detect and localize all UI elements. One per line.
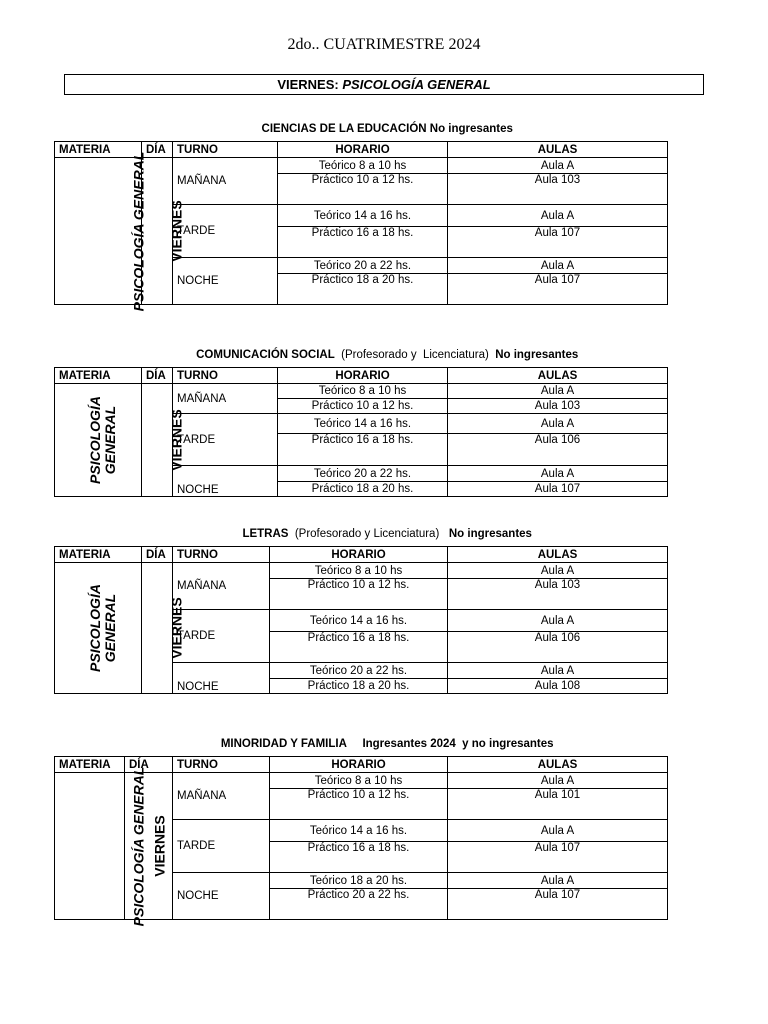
horario-cell: Práctico 10 a 12 hs. <box>278 399 448 414</box>
header-separator: : <box>334 77 343 92</box>
header-box <box>64 74 704 95</box>
materia-cell <box>55 766 147 926</box>
aula-cell: Aula 107 <box>448 227 668 258</box>
materia-label-line-2: GENERAL <box>101 593 118 663</box>
section-4-subtitle-text: MINORIDAD Y FAMILIA Ingresantes 2024 y no ingresantes <box>220 738 554 750</box>
table-header-row <box>55 368 668 384</box>
section-2-subtitle <box>0 337 768 361</box>
horario-cell: Práctico 18 a 20 hs. <box>278 482 448 497</box>
col-aulas: AULAS <box>448 547 668 563</box>
horario-cell: Teórico 18 a 20 hs. <box>270 873 448 889</box>
horario-cell: Práctico 18 a 20 hs. <box>270 679 448 694</box>
dia-cell <box>142 563 185 694</box>
horario-cell: Teórico 14 a 16 hs. <box>278 205 448 227</box>
aula-cell: Aula 107 <box>448 889 668 920</box>
aula-cell: Aula 106 <box>448 434 668 466</box>
aula-cell: Aula A <box>448 563 668 579</box>
turno-cell: TARDE <box>173 205 278 258</box>
table-header-row <box>55 547 668 563</box>
schedule-table-3 <box>54 546 668 694</box>
col-materia: MATERIA <box>55 547 142 563</box>
turno-cell: NOCHE <box>173 663 270 694</box>
horario-cell: Práctico 10 a 12 hs. <box>270 789 448 820</box>
section-3-subtitle-b: (Profesorado y Licenciatura) <box>288 528 449 540</box>
dia-label: VIERNES <box>168 597 185 659</box>
section-3-subtitle-c: No ingresantes <box>448 528 532 540</box>
col-turno: TURNO <box>173 142 278 158</box>
materia-label-line-1: PSICOLOGÍA <box>86 396 103 484</box>
aula-cell: Aula 103 <box>448 174 668 205</box>
aula-cell: Aula A <box>448 820 668 842</box>
materia-cell <box>55 151 147 311</box>
turno-cell: TARDE <box>173 820 270 873</box>
horario-cell: Teórico 20 a 22 hs. <box>270 663 448 679</box>
aula-cell: Aula 107 <box>448 842 668 873</box>
aula-cell: Aula 101 <box>448 789 668 820</box>
schedule-table-4 <box>54 756 668 926</box>
horario-cell: Práctico 20 a 22 hs. <box>270 889 448 920</box>
horario-cell: Práctico 18 a 20 hs. <box>278 274 448 305</box>
aula-cell: Aula A <box>448 663 668 679</box>
table-row <box>55 773 668 789</box>
section-2-subtitle-b: (Profesorado y Licenciatura) <box>334 349 496 361</box>
col-materia: MATERIA <box>55 757 125 773</box>
aula-cell: Aula A <box>448 466 668 482</box>
dia-label: VIERNES <box>168 200 185 262</box>
col-horario: HORARIO <box>270 547 448 563</box>
page-title: 2do.. CUATRIMESTRE 2024 <box>287 36 481 53</box>
materia-label: PSICOLOGÍA GENERAL <box>130 766 147 926</box>
section-1-subtitle <box>0 111 768 135</box>
aula-cell: Aula A <box>448 258 668 274</box>
aula-cell: Aula A <box>448 414 668 434</box>
col-horario: HORARIO <box>278 368 448 384</box>
col-horario: HORARIO <box>270 757 448 773</box>
materia-label: PSICOLOGÍA GENERAL <box>130 151 147 311</box>
col-turno: TURNO <box>173 547 270 563</box>
col-dia: DÍA <box>125 757 173 773</box>
aula-cell: Aula A <box>448 610 668 632</box>
materia-label-line-2: GENERAL <box>101 405 118 475</box>
section-3-subtitle-a: LETRAS <box>242 528 289 540</box>
table-header-row <box>55 757 668 773</box>
table-row <box>55 158 668 174</box>
section-4-subtitle <box>0 726 768 750</box>
horario-cell: Teórico 8 a 10 hs <box>278 158 448 174</box>
turno-cell: MAÑANA <box>173 158 278 205</box>
col-horario: HORARIO <box>278 142 448 158</box>
schedule-table-2 <box>54 367 668 497</box>
horario-cell: Práctico 16 a 18 hs. <box>270 632 448 663</box>
aula-cell: Aula A <box>448 158 668 174</box>
aula-cell: Aula 103 <box>448 399 668 414</box>
horario-cell: Teórico 8 a 10 hs <box>270 773 448 789</box>
horario-cell: Teórico 20 a 22 hs. <box>278 466 448 482</box>
col-dia: DÍA <box>142 142 173 158</box>
materia-label-line-1: PSICOLOGÍA <box>86 584 103 672</box>
horario-cell: Práctico 10 a 12 hs. <box>278 174 448 205</box>
materia-cell <box>55 384 142 497</box>
table-header-row <box>55 142 668 158</box>
col-aulas: AULAS <box>448 757 668 773</box>
horario-cell: Práctico 16 a 18 hs. <box>278 227 448 258</box>
section-2-subtitle-a: COMUNICACIÓN SOCIAL <box>196 349 335 361</box>
table-row <box>55 563 668 579</box>
horario-cell: Teórico 14 a 16 hs. <box>270 610 448 632</box>
schedule-table-1 <box>54 141 668 311</box>
aula-cell: Aula A <box>448 773 668 789</box>
horario-cell: Teórico 14 a 16 hs. <box>270 820 448 842</box>
turno-cell: MAÑANA <box>173 384 278 414</box>
aula-cell: Aula 108 <box>448 679 668 694</box>
aula-cell: Aula 107 <box>448 274 668 305</box>
col-materia: MATERIA <box>55 368 142 384</box>
col-turno: TURNO <box>173 757 270 773</box>
col-dia: DÍA <box>142 368 173 384</box>
horario-cell: Práctico 16 a 18 hs. <box>278 434 448 466</box>
col-aulas: AULAS <box>448 142 668 158</box>
turno-cell: MAÑANA <box>173 773 270 820</box>
horario-cell: Teórico 14 a 16 hs. <box>278 414 448 434</box>
horario-cell: Teórico 8 a 10 hs <box>270 563 448 579</box>
dia-label: VIERNES <box>168 409 185 471</box>
aula-cell: Aula 106 <box>448 632 668 663</box>
horario-cell: Práctico 16 a 18 hs. <box>270 842 448 873</box>
turno-cell: MAÑANA <box>173 563 270 610</box>
aula-cell: Aula 107 <box>448 482 668 497</box>
dia-cell <box>142 384 185 497</box>
section-2-subtitle-c: No ingresantes <box>495 349 579 361</box>
section-3-subtitle <box>0 516 768 540</box>
col-aulas: AULAS <box>448 368 668 384</box>
turno-cell: NOCHE <box>173 873 270 920</box>
table-row <box>55 384 668 399</box>
turno-cell: NOCHE <box>173 258 278 305</box>
aula-cell: Aula 103 <box>448 579 668 610</box>
col-turno: TURNO <box>173 368 278 384</box>
turno-cell: NOCHE <box>173 466 278 497</box>
section-1-subtitle-text: CIENCIAS DE LA EDUCACIÓN No ingresantes <box>261 123 513 135</box>
horario-cell: Práctico 10 a 12 hs. <box>270 579 448 610</box>
header-subject: PSICOLOGÍA GENERAL <box>342 77 491 92</box>
aula-cell: Aula A <box>448 873 668 889</box>
dia-label: VIERNES <box>151 815 168 877</box>
materia-cell <box>55 563 142 694</box>
turno-cell: TARDE <box>173 414 278 466</box>
col-materia: MATERIA <box>55 142 142 158</box>
col-dia: DÍA <box>142 547 173 563</box>
header-day: VIERNES <box>277 77 335 92</box>
aula-cell: Aula A <box>448 205 668 227</box>
turno-cell: TARDE <box>173 610 270 663</box>
horario-cell: Teórico 8 a 10 hs <box>278 384 448 399</box>
horario-cell: Teórico 20 a 22 hs. <box>278 258 448 274</box>
aula-cell: Aula A <box>448 384 668 399</box>
